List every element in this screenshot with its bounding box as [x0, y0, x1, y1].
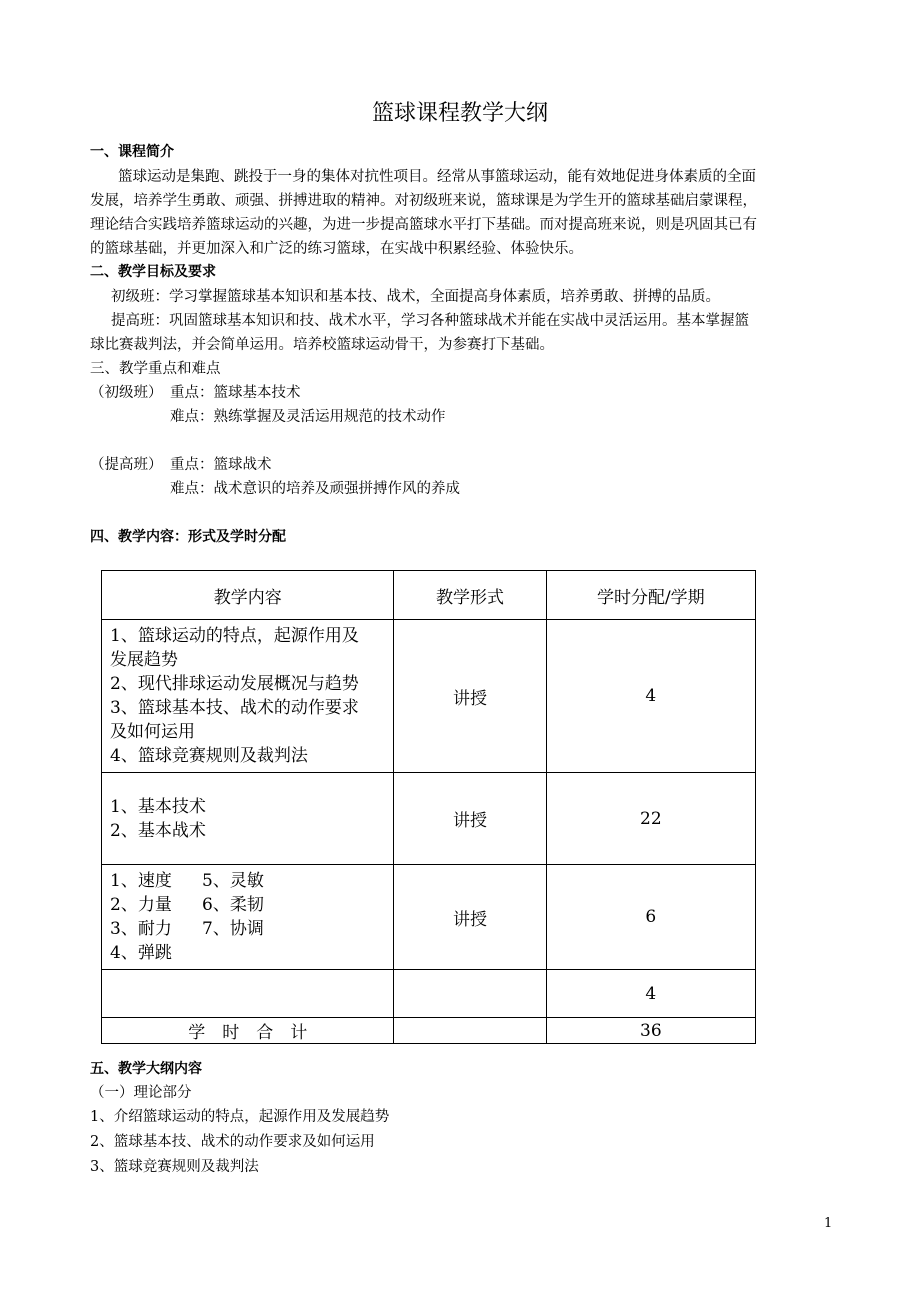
- section5-item: 3、篮球竞赛规则及裁判法: [90, 1159, 259, 1175]
- teaching-content-table: [101, 570, 756, 1044]
- advanced-difficult-point: 难点：战术意识的培养及顽强拼搏作风的养成: [170, 481, 460, 497]
- row4-hours: 4: [546, 970, 755, 1018]
- content-line: 发展趋势: [110, 650, 178, 670]
- page-number: 1: [824, 1216, 833, 1231]
- header-form: 教学形式: [394, 571, 546, 620]
- content-line: 1、篮球运动的特点，起源作用及: [110, 626, 359, 646]
- row3-hours: 6: [546, 865, 755, 970]
- row1-content: [102, 620, 394, 773]
- table-header-row: [102, 571, 756, 620]
- content-item: 1、速度: [110, 871, 172, 891]
- content-item: 7、协调: [202, 919, 264, 939]
- table-row: [102, 970, 756, 1018]
- row1-hours: 4: [546, 620, 755, 773]
- header-content: 教学内容: [102, 571, 394, 620]
- section5-item: 1、介绍篮球运动的特点，起源作用及发展趋势: [90, 1109, 390, 1125]
- content-line: 3、篮球基本技、战术的动作要求: [110, 698, 359, 718]
- section1-line: 的篮球基础，并更加深入和广泛的练习篮球，在实战中积累经验、体验快乐。: [90, 241, 583, 257]
- total-form: [394, 1018, 546, 1044]
- header-hours: 学时分配/学期: [546, 571, 755, 620]
- section2-line: 初级班：学习掌握篮球基本知识和基本技、战术，全面提高身体素质，培养勇敢、拼搏的品质。: [111, 289, 720, 305]
- content-item: 2、力量: [110, 895, 172, 915]
- content-item: [202, 941, 385, 965]
- section1-line: 发展，培养学生勇敢、顽强、拼搏进取的精神。对初级班来说，篮球课是为学生开的篮球基础启蒙课程，: [90, 193, 757, 209]
- section5-item: 2、篮球基本技、战术的动作要求及如何运用: [90, 1134, 375, 1150]
- row2-content: [102, 773, 394, 865]
- total-label: 学 时 合 计: [102, 1018, 394, 1044]
- section1-line: 理论结合实践培养篮球运动的兴趣，为进一步提高篮球水平打下基础。而对提高班来说，则是巩固其已有: [90, 217, 757, 233]
- section5-subheading: （一）理论部分: [90, 1085, 192, 1101]
- content-item: 5、灵敏: [202, 871, 264, 891]
- content-line: 2、基本战术: [110, 820, 206, 841]
- section1-line: 篮球运动是集跑、跳投于一身的集体对抗性项目。经常从事篮球运动，能有效地促进身体素质的全面: [118, 169, 756, 185]
- beginner-label: （初级班）: [90, 385, 163, 401]
- content-item: 4、弹跳: [110, 943, 172, 963]
- row2-hours: 22: [546, 773, 755, 865]
- section2-line: 提高班：巩固篮球基本知识和技、战术水平，学习各种篮球战术并能在实战中灵活运用。基本掌握篮: [111, 313, 749, 329]
- row3-content: [102, 865, 394, 970]
- row2-form: 讲授: [394, 773, 546, 865]
- section4-heading: 四、教学内容：形式及学时分配: [90, 529, 286, 545]
- row4-content: [102, 970, 394, 1018]
- section1-heading: 一、课程简介: [90, 144, 174, 160]
- beginner-key-point: 重点：篮球基本技术: [170, 385, 301, 401]
- content-line: 2、现代排球运动发展概况与趋势: [110, 674, 359, 694]
- advanced-label: （提高班）: [90, 457, 163, 473]
- section2-line: 球比赛裁判法，并会简单运用。培养校篮球运动骨干，为参赛打下基础。: [90, 337, 554, 353]
- table-row: [102, 620, 756, 773]
- content-item: 6、柔韧: [202, 895, 264, 915]
- content-item: 3、耐力: [110, 919, 172, 939]
- table-total-row: [102, 1018, 756, 1044]
- beginner-difficult-point: 难点：熟练掌握及灵活运用规范的技术动作: [170, 409, 446, 425]
- content-line: 及如何运用: [110, 722, 195, 742]
- table-row: [102, 773, 756, 865]
- total-hours: 36: [546, 1018, 755, 1044]
- section5-heading: 五、教学大纲内容: [90, 1061, 202, 1077]
- section3-heading: 三、教学重点和难点: [90, 361, 221, 377]
- section2-heading: 二、教学目标及要求: [90, 264, 216, 280]
- table-row: [102, 865, 756, 970]
- document-title: 篮球课程教学大纲: [371, 101, 548, 126]
- content-line: 4、篮球竞赛规则及裁判法: [110, 746, 308, 766]
- row4-form: [394, 970, 546, 1018]
- row3-form: 讲授: [394, 865, 546, 970]
- advanced-key-point: 重点：篮球战术: [170, 457, 272, 473]
- content-line: 1、基本技术: [110, 796, 206, 817]
- row1-form: 讲授: [394, 620, 546, 773]
